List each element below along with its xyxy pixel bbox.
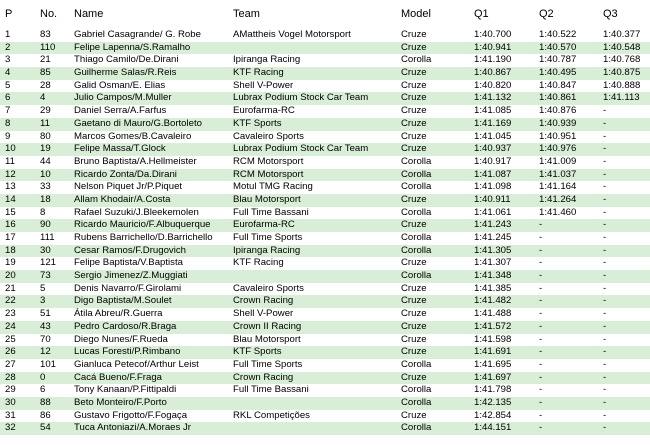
car-number-cell: 86: [40, 409, 51, 421]
q2-time-cell: -: [539, 232, 543, 243]
position-cell: 18: [5, 244, 16, 256]
car-number-cell: 51: [40, 308, 51, 320]
position-cell: 9: [5, 130, 11, 142]
team-cell: Full Time Bassani: [233, 384, 309, 396]
table-row: [0, 54, 650, 67]
model-cell: Corolla: [401, 270, 432, 282]
team-cell: Eurofarma-RC: [233, 105, 295, 117]
position-cell: 25: [5, 333, 16, 345]
table-row: [0, 295, 650, 308]
driver-name-cell: Thiago Camilo/De.Dirani: [74, 54, 179, 66]
driver-name-cell: Bruno Baptista/A.Hellmeister: [74, 155, 197, 167]
model-cell: Corolla: [401, 396, 432, 408]
header-q1: Q1: [474, 8, 489, 20]
q3-time-cell: -: [603, 257, 607, 269]
team-cell: KTF Sports: [233, 346, 282, 358]
q3-time-cell: -: [603, 155, 607, 167]
header-model: Model: [401, 8, 431, 20]
q3-time-cell: -: [603, 105, 607, 117]
q2-time-cell: -: [539, 219, 543, 231]
table-row: [0, 29, 650, 42]
table-row: [0, 245, 650, 258]
q3-time-cell: 1:40.768: [603, 54, 641, 66]
q3-time-cell: -: [603, 396, 607, 408]
q2-time-cell: -: [539, 409, 543, 421]
position-cell: 3: [5, 54, 11, 66]
car-number-cell: 43: [40, 320, 51, 332]
q1-time-cell: 1:41.305: [474, 244, 512, 256]
table-row: [0, 143, 650, 156]
q3-time-cell: -: [603, 168, 607, 180]
team-cell: Full Time Bassani: [233, 206, 309, 218]
table-row: [0, 207, 650, 220]
table-row: [0, 181, 650, 194]
q3-time-cell: 1:41.113: [603, 92, 640, 104]
q1-time-cell: 1:41.045: [474, 130, 512, 142]
table-row: [0, 270, 650, 283]
car-number-cell: 33: [40, 181, 51, 193]
driver-name-cell: Felipe Lapenna/S.Ramalho: [74, 41, 191, 53]
q2-time-cell: 1:40.976: [539, 143, 577, 155]
model-cell: Corolla: [401, 155, 432, 167]
table-row: [0, 422, 650, 435]
team-cell: KTF Racing: [233, 67, 284, 79]
driver-name-cell: Daniel Serra/A.Farfus: [74, 105, 167, 117]
model-cell: Corolla: [401, 206, 432, 218]
model-cell: Cruze: [401, 130, 427, 142]
q1-time-cell: 1:41.087: [474, 168, 512, 180]
team-cell: Shell V-Power: [233, 79, 294, 91]
q3-time-cell: -: [603, 371, 607, 383]
q1-time-cell: 1:40.911: [474, 193, 511, 205]
position-cell: 23: [5, 308, 16, 320]
car-number-cell: 73: [40, 270, 51, 282]
position-cell: 26: [5, 346, 16, 358]
driver-name-cell: Julio Campos/M.Muller: [74, 92, 172, 104]
team-cell: KTF Racing: [233, 257, 284, 269]
position-cell: 21: [5, 282, 16, 294]
q1-time-cell: 1:40.700: [474, 29, 512, 40]
car-number-cell: 30: [40, 244, 51, 256]
model-cell: Cruze: [401, 41, 427, 53]
model-cell: Cruze: [401, 105, 427, 117]
team-cell: Lubrax Podium Stock Car Team: [233, 92, 369, 104]
car-number-cell: 21: [40, 54, 51, 66]
q3-time-cell: -: [603, 206, 607, 218]
driver-name-cell: Tuca Antoniazi/A.Moraes Jr: [74, 422, 191, 434]
driver-name-cell: Guilherme Salas/R.Reis: [74, 67, 177, 79]
model-cell: Cruze: [401, 219, 427, 231]
model-cell: Cruze: [401, 320, 427, 332]
driver-name-cell: Cesar Ramos/F.Drugovich: [74, 244, 186, 256]
q2-time-cell: 1:41.009: [539, 155, 577, 167]
q1-time-cell: 1:41.385: [474, 282, 512, 294]
q3-time-cell: -: [603, 320, 607, 332]
driver-name-cell: Gustavo Frigotto/F.Fogaça: [74, 409, 188, 421]
q3-time-cell: 1:40.548: [603, 41, 641, 53]
model-cell: Cruze: [401, 92, 427, 104]
q1-time-cell: 1:40.941: [474, 41, 512, 53]
model-cell: Cruze: [401, 409, 427, 421]
position-cell: 30: [5, 396, 16, 408]
q3-time-cell: -: [603, 384, 607, 396]
header-q2: Q2: [539, 8, 554, 20]
position-cell: 1: [5, 29, 11, 40]
driver-name-cell: Allam Khodair/A.Costa: [74, 193, 171, 205]
q2-time-cell: 1:40.787: [539, 54, 577, 66]
driver-name-cell: Felipe Massa/T.Glock: [74, 143, 166, 155]
team-cell: Cavaleiro Sports: [233, 130, 304, 142]
team-cell: Motul TMG Racing: [233, 181, 313, 193]
team-cell: Blau Motorsport: [233, 193, 301, 205]
q1-time-cell: 1:41.245: [474, 232, 512, 243]
q3-time-cell: -: [603, 193, 607, 205]
q1-time-cell: 1:41.697: [474, 371, 512, 383]
q1-time-cell: 1:41.307: [474, 257, 512, 269]
q1-time-cell: 1:40.820: [474, 79, 512, 91]
position-cell: 15: [5, 206, 16, 218]
position-cell: 29: [5, 384, 16, 396]
table-row: [0, 42, 650, 55]
q3-time-cell: -: [603, 270, 607, 282]
team-cell: Ipiranga Racing: [233, 54, 301, 66]
car-number-cell: 3: [40, 295, 46, 307]
table-row: [0, 283, 650, 296]
q2-time-cell: -: [539, 384, 543, 396]
q1-time-cell: 1:41.098: [474, 181, 512, 193]
q3-time-cell: 1:40.875: [603, 67, 641, 79]
model-cell: Corolla: [401, 54, 432, 66]
model-cell: Cruze: [401, 193, 427, 205]
q3-time-cell: -: [603, 422, 607, 434]
driver-name-cell: Nelson Piquet Jr/P.Piquet: [74, 181, 183, 193]
table-row: [0, 156, 650, 169]
q3-time-cell: -: [603, 295, 607, 307]
q1-time-cell: 1:40.917: [474, 155, 512, 167]
model-cell: Cruze: [401, 308, 427, 320]
team-cell: KTF Sports: [233, 117, 282, 129]
driver-name-cell: Felipe Baptista/V.Baptista: [74, 257, 183, 269]
team-cell: Shell V-Power: [233, 308, 294, 320]
q2-time-cell: 1:40.876: [539, 105, 577, 117]
table-row: [0, 67, 650, 80]
q2-time-cell: -: [539, 295, 543, 307]
q3-time-cell: -: [603, 346, 607, 358]
car-number-cell: 101: [40, 358, 57, 370]
q2-time-cell: -: [539, 270, 543, 282]
car-number-cell: 88: [40, 396, 51, 408]
car-number-cell: 6: [40, 384, 46, 396]
q2-time-cell: 1:40.522: [539, 29, 577, 40]
team-cell: AMattheis Vogel Motorsport: [233, 29, 351, 40]
q1-time-cell: 1:41.798: [474, 384, 512, 396]
table-row: [0, 257, 650, 270]
q2-time-cell: -: [539, 257, 543, 269]
q3-time-cell: -: [603, 244, 607, 256]
q1-time-cell: 1:44.151: [474, 422, 512, 434]
car-number-cell: 83: [40, 29, 51, 40]
q3-time-cell: -: [603, 409, 607, 421]
q2-time-cell: -: [539, 371, 543, 383]
driver-name-cell: Beto Monteiro/F.Porto: [74, 396, 167, 408]
team-cell: RKL Competições: [233, 409, 310, 421]
q1-time-cell: 1:40.937: [474, 143, 512, 155]
driver-name-cell: Gabriel Casagrande/ G. Robe: [74, 29, 201, 40]
team-cell: Cavaleiro Sports: [233, 282, 304, 294]
car-number-cell: 0: [40, 371, 46, 383]
car-number-cell: 110: [40, 41, 56, 53]
driver-name-cell: Pedro Cardoso/R.Braga: [74, 320, 177, 332]
q1-time-cell: 1:41.243: [474, 219, 512, 231]
model-cell: Cruze: [401, 333, 427, 345]
table-body: [0, 29, 650, 435]
table-row: [0, 232, 650, 245]
position-cell: 13: [5, 181, 16, 193]
q3-time-cell: 1:40.888: [603, 79, 641, 91]
position-cell: 24: [5, 320, 16, 332]
q3-time-cell: -: [603, 130, 607, 142]
table-row: [0, 384, 650, 397]
q3-time-cell: -: [603, 219, 607, 231]
q2-time-cell: -: [539, 346, 543, 358]
position-cell: 22: [5, 295, 16, 307]
position-cell: 6: [5, 92, 11, 104]
model-cell: Corolla: [401, 181, 432, 193]
table-row: [0, 397, 650, 410]
q3-time-cell: -: [603, 232, 607, 243]
car-number-cell: 111: [40, 232, 55, 243]
driver-name-cell: Tony Kanaan/P.Fittipaldi: [74, 384, 177, 396]
q3-time-cell: -: [603, 333, 607, 345]
model-cell: Corolla: [401, 422, 432, 434]
table-row: [0, 334, 650, 347]
table-row: [0, 308, 650, 321]
model-cell: Cruze: [401, 117, 427, 129]
driver-name-cell: Gianluca Petecof/Arthur Leist: [74, 358, 199, 370]
header-position: P: [5, 8, 13, 20]
position-cell: 20: [5, 270, 16, 282]
model-cell: Cruze: [401, 346, 427, 358]
team-cell: RCM Motorsport: [233, 155, 304, 167]
q2-time-cell: -: [539, 320, 543, 332]
position-cell: 12: [5, 168, 16, 180]
position-cell: 28: [5, 371, 16, 383]
q2-time-cell: 1:41.037: [539, 168, 577, 180]
car-number-cell: 90: [40, 219, 51, 231]
position-cell: 5: [5, 79, 11, 91]
q2-time-cell: -: [539, 308, 543, 320]
model-cell: Cruze: [401, 29, 427, 40]
q2-time-cell: -: [539, 244, 543, 256]
q3-time-cell: 1:40.377: [603, 29, 641, 40]
model-cell: Corolla: [401, 384, 432, 396]
model-cell: Corolla: [401, 244, 432, 256]
q2-time-cell: 1:40.495: [539, 67, 577, 79]
team-cell: Crown Racing: [233, 295, 294, 307]
team-cell: Ipiranga Racing: [233, 244, 301, 256]
position-cell: 7: [5, 105, 11, 117]
q1-time-cell: 1:41.085: [474, 105, 512, 117]
table-row: [0, 219, 650, 232]
car-number-cell: 19: [40, 143, 51, 155]
q1-time-cell: 1:41.132: [474, 92, 512, 104]
table-row: [0, 359, 650, 372]
q1-time-cell: 1:40.867: [474, 67, 512, 79]
model-cell: Cruze: [401, 79, 427, 91]
car-number-cell: 10: [40, 168, 51, 180]
car-number-cell: 54: [40, 422, 51, 434]
q1-time-cell: 1:41.695: [474, 358, 512, 370]
q2-time-cell: 1:41.264: [539, 193, 577, 205]
q1-time-cell: 1:41.061: [474, 206, 512, 218]
q2-time-cell: -: [539, 333, 543, 345]
q1-time-cell: 1:42.854: [474, 409, 512, 421]
car-number-cell: 18: [40, 193, 51, 205]
car-number-cell: 121: [40, 257, 57, 269]
position-cell: 19: [5, 257, 16, 269]
q2-time-cell: -: [539, 396, 543, 408]
position-cell: 16: [5, 219, 16, 231]
q3-time-cell: -: [603, 308, 607, 320]
table-row: [0, 92, 650, 105]
driver-name-cell: Átila Abreu/R.Guerra: [74, 308, 163, 320]
position-cell: 31: [5, 409, 16, 421]
q1-time-cell: 1:41.691: [474, 346, 512, 358]
car-number-cell: 5: [40, 282, 46, 294]
team-cell: Full Time Sports: [233, 358, 303, 370]
q2-time-cell: 1:40.939: [539, 117, 577, 129]
car-number-cell: 11: [40, 117, 50, 129]
team-cell: Blau Motorsport: [233, 333, 301, 345]
driver-name-cell: Gaetano di Mauro/G.Bortoleto: [74, 117, 202, 129]
driver-name-cell: Ricardo Zonta/Da.Dirani: [74, 168, 177, 180]
model-cell: Cruze: [401, 371, 427, 383]
q1-time-cell: 1:42.135: [474, 396, 512, 408]
table-row: [0, 372, 650, 385]
q1-time-cell: 1:41.169: [474, 117, 512, 129]
q2-time-cell: 1:41.164: [539, 181, 577, 193]
q2-time-cell: -: [539, 358, 543, 370]
q3-time-cell: -: [603, 181, 607, 193]
car-number-cell: 4: [40, 92, 46, 104]
driver-name-cell: Rubens Barrichello/D.Barrichello: [74, 232, 213, 243]
driver-name-cell: Digo Baptista/M.Soulet: [74, 295, 172, 307]
model-cell: Corolla: [401, 358, 432, 370]
team-cell: Full Time Sports: [233, 232, 303, 243]
team-cell: RCM Motorsport: [233, 168, 304, 180]
q1-time-cell: 1:41.348: [474, 270, 512, 282]
model-cell: Cruze: [401, 143, 427, 155]
q2-time-cell: 1:40.570: [539, 41, 577, 53]
position-cell: 8: [5, 117, 11, 129]
car-number-cell: 29: [40, 105, 51, 117]
car-number-cell: 12: [40, 346, 51, 358]
table-row: [0, 321, 650, 334]
car-number-cell: 85: [40, 67, 51, 79]
team-cell: Crown Racing: [233, 371, 294, 383]
driver-name-cell: Sergio Jimenez/Z.Muggiati: [74, 270, 188, 282]
q1-time-cell: 1:41.488: [474, 308, 512, 320]
driver-name-cell: Galid Osman/E. Elias: [74, 79, 166, 91]
table-header: [0, 0, 650, 28]
q1-time-cell: 1:41.598: [474, 333, 512, 345]
q2-time-cell: 1:41.460: [539, 206, 577, 218]
table-row: [0, 131, 650, 144]
car-number-cell: 8: [40, 206, 46, 218]
q3-time-cell: -: [603, 358, 607, 370]
model-cell: Cruze: [401, 257, 427, 269]
table-row: [0, 169, 650, 182]
q2-time-cell: 1:40.847: [539, 79, 577, 91]
driver-name-cell: Lucas Foresti/P.Rimbano: [74, 346, 181, 358]
header-team: Team: [233, 8, 260, 20]
driver-name-cell: Cacá Bueno/F.Fraga: [74, 371, 162, 383]
table-row: [0, 410, 650, 423]
q3-time-cell: -: [603, 282, 607, 294]
header-name: Name: [74, 8, 104, 20]
car-number-cell: 44: [40, 155, 51, 167]
model-cell: Cruze: [401, 282, 427, 294]
header-car-number: No.: [40, 8, 58, 20]
table-row: [0, 346, 650, 359]
model-cell: Cruze: [401, 295, 427, 307]
position-cell: 32: [5, 422, 16, 434]
driver-name-cell: Marcos Gomes/B.Cavaleiro: [74, 130, 192, 142]
position-cell: 10: [5, 143, 16, 155]
model-cell: Corolla: [401, 168, 432, 180]
position-cell: 11: [5, 155, 15, 167]
position-cell: 2: [5, 41, 11, 53]
position-cell: 14: [5, 193, 16, 205]
position-cell: 27: [5, 358, 16, 370]
team-cell: Eurofarma-RC: [233, 219, 295, 231]
table-row: [0, 105, 650, 118]
position-cell: 17: [5, 232, 16, 243]
car-number-cell: 28: [40, 79, 51, 91]
q3-time-cell: -: [603, 143, 607, 155]
car-number-cell: 70: [40, 333, 51, 345]
q2-time-cell: -: [539, 422, 543, 434]
team-cell: Lubrax Podium Stock Car Team: [233, 143, 369, 155]
header-q3: Q3: [603, 8, 618, 20]
team-cell: Crown II Racing: [233, 320, 302, 332]
table-row: [0, 80, 650, 93]
q3-time-cell: -: [603, 117, 607, 129]
q2-time-cell: -: [539, 282, 543, 294]
model-cell: Cruze: [401, 67, 427, 79]
table-row: [0, 118, 650, 131]
position-cell: 4: [5, 67, 11, 79]
q2-time-cell: 1:40.951: [539, 130, 577, 142]
driver-name-cell: Denis Navarro/F.Girolami: [74, 282, 182, 294]
table-row: [0, 194, 650, 207]
q1-time-cell: 1:41.482: [474, 295, 512, 307]
q2-time-cell: 1:40.861: [539, 92, 577, 104]
driver-name-cell: Diego Nunes/F.Rueda: [74, 333, 168, 345]
driver-name-cell: Ricardo Mauricio/F.Albuquerque: [74, 219, 211, 231]
driver-name-cell: Rafael Suzuki/J.Bleekemolen: [74, 206, 199, 218]
q1-time-cell: 1:41.190: [474, 54, 512, 66]
car-number-cell: 80: [40, 130, 51, 142]
q1-time-cell: 1:41.572: [474, 320, 512, 332]
model-cell: Corolla: [401, 232, 432, 243]
